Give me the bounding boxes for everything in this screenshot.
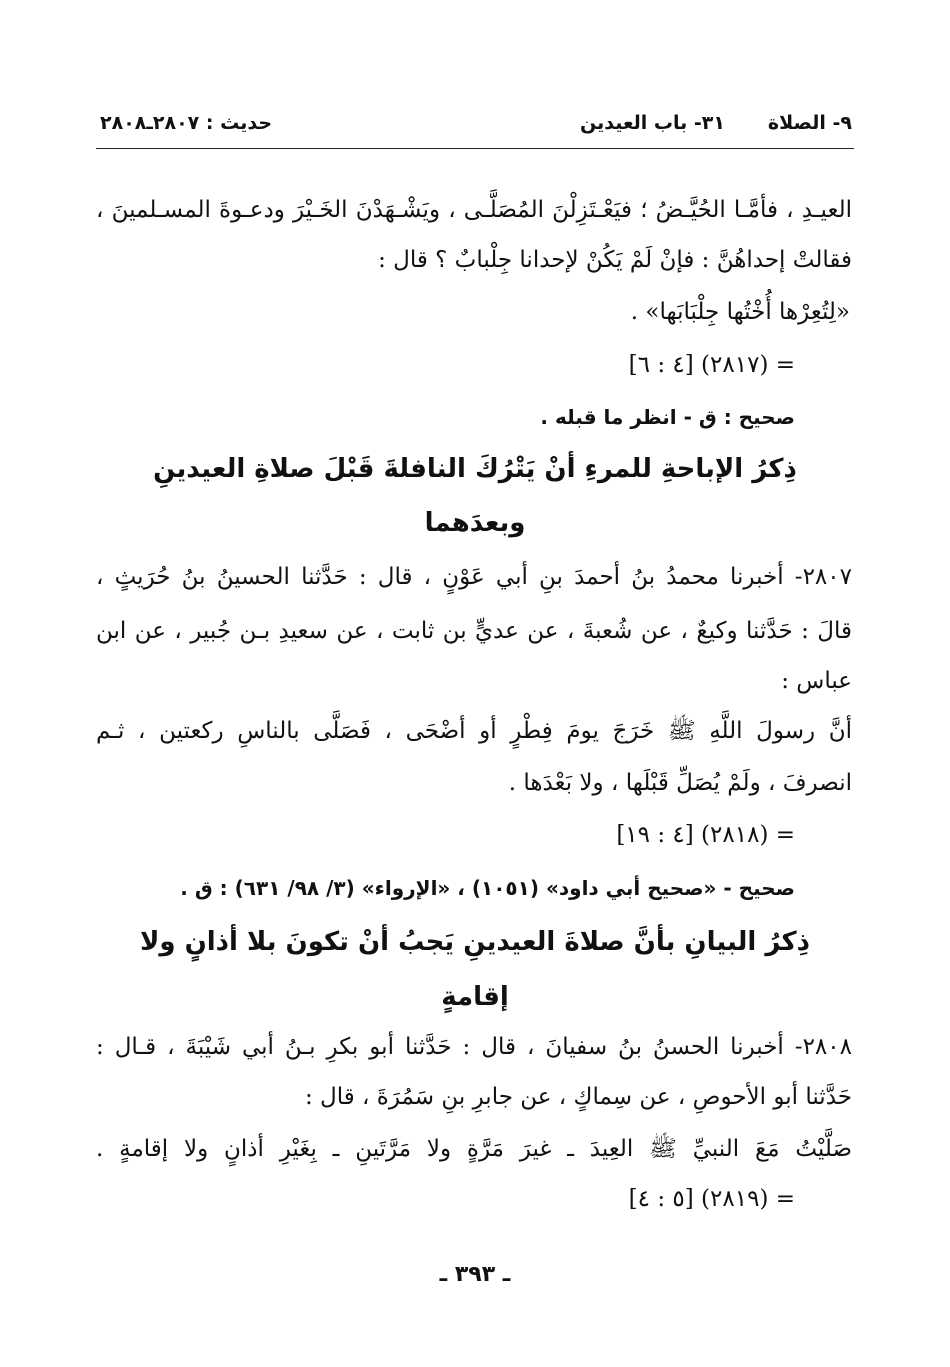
quote-line: «لِتُعِرْها أُخْتُها جِلْبَابَها» . [630, 299, 850, 325]
header-hadith-range: حديث : ٢٨٠٧ـ٢٨٠٨ [100, 112, 273, 134]
hadith-2808-chain: حَدَّثنا أبو الأحوصِ ، عن سِماكٍ ، عن جابرِ بنِ سَمُرَةَ ، قال : [304, 1084, 852, 1110]
chapter-title: إقامةٍ [441, 982, 509, 1012]
reference-line: = (٢٨١٧) [٤ : ٦] [628, 352, 795, 378]
hadith-2807-text: أنَّ رسولَ اللَّهِ ﷺ خَرَجَ يومَ فِطْرٍ أو أضْحَى ، فَصَلَّى بالناسِ ركعتين ، ثـم [96, 718, 852, 744]
chapter-title: ذِكرُ البيانِ بأنَّ صلاةَ العيدينِ يَجبُ أنْ تكونَ بلا أذانٍ ولا [140, 927, 810, 957]
hadith-2808-text: صَلَّيْتُ مَعَ النبيِّ ﷺ العِيدَ ـ غيرَ مَرَّةٍ ولا مَرَّتَينِ ـ بِغَيْرِ أذانٍ ولا إقامةٍ . [96, 1136, 852, 1162]
grading-line: صحيح : ق - انظر ما قبله . [540, 405, 795, 429]
hadith-2808-chain: ٢٨٠٨- أخبرنا الحسنُ بنُ سفيانَ ، قال : حَدَّثنا أبو بكرِ بـنُ أبي شَيْبَةَ ، قـال : [96, 1034, 852, 1060]
text-line: فقالتْ إحداهُنَّ : فإنْ لَمْ يَكُنْ لإحدانا جِلْبابٌ ؟ قال : [378, 247, 852, 273]
text-line: العيـدِ ، فأمَّـا الحُيَّـضُ ؛ فيَعْـتَزِلْنَ المُصَلَّـى ، ويَشْـهَدْنَ الخَـيْرَ ودعـوةَ المسـلمينَ ، [96, 197, 852, 223]
page-number: ـ ٣٩٣ ـ [439, 1262, 511, 1287]
header-chapter: ٩- الصلاة [767, 112, 852, 134]
header-section: ٣١- باب العيدين [579, 112, 725, 134]
hadith-2807-chain: عباس : [781, 668, 852, 694]
chapter-title: ذِكرُ الإباحةِ للمرءِ أنْ يَتْرُكَ النافلةَ قَبْلَ صلاةِ العيدينِ [153, 454, 797, 484]
reference-line: = (٢٨١٩) [٥ : ٤] [628, 1186, 795, 1212]
grading-line: صحيح - «صحيح أبي داود» (١٠٥١) ، «الإرواء» (٣/ ٩٨/ ٦٣١) : ق . [180, 876, 795, 900]
hadith-2807-text: انصرفَ ، ولَمْ يُصَلِّ قَبْلَها ، ولا بَعْدَها . [508, 770, 852, 796]
hadith-2807-chain: قالَ : حَدَّثنا وكيعٌ ، عن شُعبةَ ، عن عديٍّ بن ثابت ، عن سعيدِ بـن جُبير ، عن ابن [96, 618, 852, 644]
chapter-title: وبعدَهما [424, 508, 526, 538]
hadith-2807-chain: ٢٨٠٧- أخبرنا محمدُ بنُ أحمدَ بنِ أبي عَوْنٍ ، قال : حَدَّثنا الحسينُ بنُ حُرَيثٍ ، [96, 564, 852, 590]
reference-line: = (٢٨١٨) [٤ : ١٩] [616, 822, 795, 848]
header-rule [96, 148, 854, 149]
